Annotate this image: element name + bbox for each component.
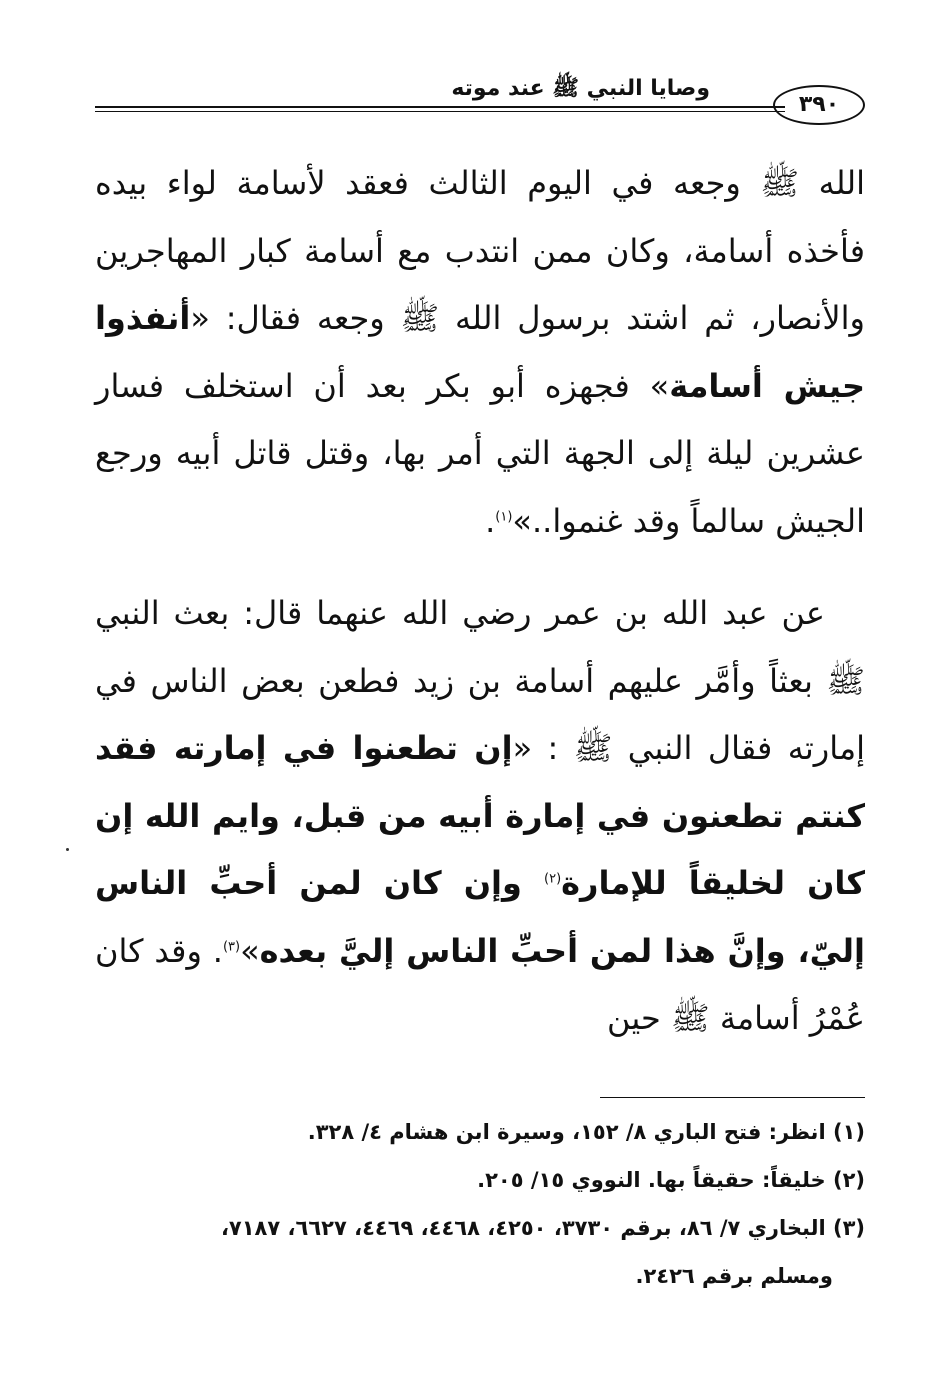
paragraph-2 [95,580,865,1053]
footnote-3: (٣) البخاري ٧/ ٨٦، برقم ٣٧٣٠، ٤٢٥٠، ٤٤٦٨، ٤٤٦٩، ٦٦٢٧، ٧١٨٧، [220,1216,865,1240]
footnote-ref-2: (٢) [544,871,562,887]
main-text [95,150,865,1053]
paragraph-2-quote-2: وإن كان لمن أحبِّ الناس إليّ، وإنَّ هذا لمن أحبِّ الناس إليَّ بعده [95,864,866,970]
footnotes [95,1108,865,1300]
header-rule-thin [95,111,785,112]
page-header [95,68,865,128]
footnote-ref-3: (٣) [222,938,241,954]
footnote-ref-1: (١) [495,508,513,524]
paragraph-2-text-a: عن عبد الله بن عمر رضي الله عنهما قال: بعث النبي ﷺ بعثاً وأمَّر عليهم أسامة بن زيد فطعن بعض الناس في إمارته فقال النبي ﷺ : « [95,594,866,767]
running-title: وصايا النبي ﷺ عند موته [451,76,710,101]
paragraph-1-quote: أنفذوا جيش أسامة [95,299,866,405]
footnote-1: (١) انظر: فتح الباري ٨/ ١٥٢، وسيرة ابن هشام ٤/ ٣٢٨. [307,1120,865,1144]
stray-mark [66,848,69,851]
paragraph-2-quote-1: إن تطعنوا في إمارته فقد كنتم تطعنون في إمارة أبيه من قبل، وايم الله إن كان لخليقاً للإمارة [95,729,866,902]
footnote-3-continuation: ومسلم برقم ٢٤٢٦. [635,1264,833,1288]
paragraph-1-text-c: . [485,501,496,540]
paragraph-2-text-c: . وقد كان عُمْرُ أسامة ﷺ حين [95,931,865,1037]
footnote-separator [600,1097,865,1098]
footnote-2: (٢) خليقاً: حقيقاً بها. النووي ١٥/ ٢٠٥. [477,1168,865,1192]
paragraph-1 [95,150,865,555]
page-number: ٣٩٠ [773,85,865,125]
paragraph-1-text-b: » فجهزه أبو بكر بعد أن استخلف فسار عشرين ليلة إلى الجهة التي أمر بها، وقتل قاتل أبيه ورجع الجيش سالماً وقد غنموا..» [95,366,865,540]
paragraph-2-text-b: » [240,931,260,970]
paragraph-1-text-a: الله ﷺ وجعه في اليوم الثالث فعقد لأسامة لواء بيده فأخذه أسامة، وكان ممن انتدب مع أسامة كبار المهاجرين والأنصار، ثم اشتد برسول الله ﷺ وجعه فقال: « [95,164,865,337]
header-rule-thick [95,106,785,108]
